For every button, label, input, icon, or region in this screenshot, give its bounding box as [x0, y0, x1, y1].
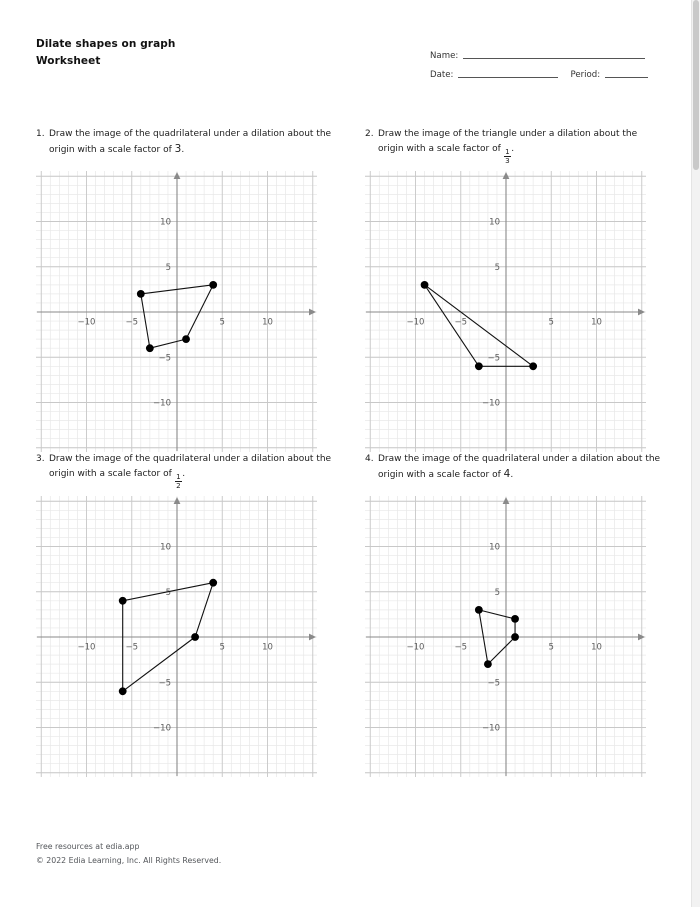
vertex-point: [137, 290, 145, 298]
y-tick-label: −10: [153, 398, 171, 409]
vertex-point: [421, 281, 429, 289]
worksheet-title: [36, 36, 175, 70]
x-tick-label: −10: [77, 642, 96, 653]
student-info-block: [430, 43, 656, 81]
page-right-gutter: [691, 0, 700, 907]
vertex-point: [146, 344, 154, 352]
problem-2-prompt: [365, 127, 665, 164]
x-tick-label: 10: [591, 642, 602, 653]
problem-4-scale-factor: 4: [503, 468, 511, 480]
problem-3-prompt: [36, 452, 336, 489]
y-axis-arrow-icon: [503, 172, 510, 179]
y-axis-arrow-icon: [503, 497, 510, 504]
problem-2-graph: [365, 171, 646, 452]
x-tick-label: −5: [454, 642, 468, 653]
axes: [37, 497, 316, 776]
vertex-point: [475, 606, 483, 614]
problem-4-coordinate-plane[interactable]: [365, 496, 646, 777]
y-tick-label: 10: [489, 542, 500, 553]
vertex-point: [182, 335, 190, 343]
problem-4-statement: Draw the image of the quadrilateral under a dilation about the origin with a scale factor of: [378, 454, 661, 480]
problem-3-graph: [36, 496, 317, 777]
vertex-point: [119, 597, 127, 605]
vertex-point: [529, 362, 537, 370]
problem-4-period: .: [510, 470, 514, 480]
problem-3-denominator: 2: [176, 481, 181, 491]
problem-1-period: .: [181, 145, 185, 155]
tick-labels: [407, 543, 602, 734]
x-tick-label: 5: [548, 642, 554, 653]
problem-2-number: 2.: [365, 129, 374, 139]
problem-2-statement: Draw the image of the triangle under a dilation about the origin with a scale factor of: [378, 129, 638, 154]
problem-4-text: [378, 452, 665, 483]
y-tick-label: −5: [487, 678, 500, 689]
problem-1-text: [49, 127, 336, 158]
problem-2-text: [378, 127, 665, 164]
vertex-point: [119, 687, 127, 695]
name-row: [430, 43, 656, 62]
problem-3: [36, 452, 336, 734]
y-tick-label: 5: [494, 587, 500, 598]
x-tick-label: 10: [591, 317, 602, 328]
date-input-line[interactable]: [458, 76, 558, 78]
worksheet-footer: [36, 840, 221, 868]
x-tick-label: 10: [262, 642, 273, 653]
vertex-point: [511, 633, 519, 641]
x-tick-label: −5: [125, 317, 139, 328]
y-axis-arrow-icon: [174, 172, 181, 179]
vertex-point: [484, 660, 492, 668]
y-tick-label: −10: [153, 723, 171, 734]
y-tick-label: −5: [487, 353, 500, 364]
x-tick-label: −10: [406, 642, 425, 653]
y-tick-label: 10: [160, 542, 171, 553]
x-tick-label: −5: [125, 642, 139, 653]
problem-2: [365, 127, 665, 409]
x-tick-label: 5: [219, 642, 225, 653]
y-tick-label: −5: [158, 678, 171, 689]
date-label: Date:: [430, 70, 454, 80]
problem-1-prompt: [36, 127, 336, 158]
y-tick-label: 5: [165, 262, 171, 273]
y-tick-label: −10: [482, 723, 500, 734]
vertex-point: [511, 615, 519, 623]
y-tick-label: 10: [489, 217, 500, 228]
name-label: Name:: [430, 51, 459, 61]
axes: [37, 172, 316, 451]
y-axis-arrow-icon: [174, 497, 181, 504]
vertex-point: [191, 633, 199, 641]
axes: [366, 172, 645, 451]
problem-1-coordinate-plane[interactable]: [36, 171, 317, 452]
problem-2-numerator: 1: [505, 147, 510, 157]
problem-1-statement: Draw the image of the quadrilateral under a dilation about the origin with a scale factor of: [49, 129, 332, 155]
problem-3-period: .: [182, 469, 186, 479]
problem-3-statement: Draw the image of the quadrilateral under a dilation about the origin with a scale factor of: [49, 454, 332, 479]
period-label: Period:: [570, 70, 601, 80]
problem-1-number: 1.: [36, 129, 45, 139]
worksheet-header: [36, 36, 656, 86]
x-tick-label: 10: [262, 317, 273, 328]
y-tick-label: −5: [158, 353, 171, 364]
problem-2-period: .: [511, 144, 515, 154]
problem-4-number: 4.: [365, 454, 374, 464]
problem-1-scale-factor: 3: [174, 143, 182, 155]
date-period-row: [430, 62, 656, 81]
problem-3-scale-factor: [175, 473, 182, 489]
x-tick-label: −10: [77, 317, 96, 328]
tick-labels: [407, 218, 602, 409]
y-tick-label: 10: [160, 217, 171, 228]
problem-4-prompt: [365, 452, 665, 483]
x-tick-label: 5: [219, 317, 225, 328]
problem-3-coordinate-plane[interactable]: [36, 496, 317, 777]
y-tick-label: 5: [494, 262, 500, 273]
tick-labels: [78, 218, 273, 409]
problem-1-graph: [36, 171, 317, 452]
problem-2-coordinate-plane[interactable]: [365, 171, 646, 452]
vertex-point: [209, 281, 217, 289]
scrollbar-thumb[interactable]: [693, 0, 699, 170]
footer-copyright: © 2022 Edia Learning, Inc. All Rights Reserved.: [36, 856, 222, 865]
y-tick-label: −10: [482, 398, 500, 409]
x-tick-label: −5: [454, 317, 468, 328]
vertex-point: [209, 579, 217, 587]
title-line-2: Worksheet: [36, 55, 101, 67]
y-tick-label: 5: [165, 587, 171, 598]
problem-4: [365, 452, 665, 734]
tick-labels: [78, 543, 273, 734]
period-input-line[interactable]: [605, 76, 648, 78]
name-input-line[interactable]: [463, 57, 645, 59]
footer-resources: Free resources at edia.app: [36, 842, 140, 851]
problem-3-numerator: 1: [176, 472, 181, 482]
problem-4-graph: [365, 496, 646, 777]
x-tick-label: −10: [406, 317, 425, 328]
problem-3-number: 3.: [36, 454, 45, 464]
problem-2-denominator: 3: [505, 156, 510, 166]
problem-3-text: [49, 452, 336, 489]
axes: [366, 497, 645, 776]
problem-2-scale-factor: [504, 148, 511, 164]
x-tick-label: 5: [548, 317, 554, 328]
title-line-1: Dilate shapes on graph: [36, 38, 176, 50]
vertex-point: [475, 362, 483, 370]
problem-1: [36, 127, 336, 409]
